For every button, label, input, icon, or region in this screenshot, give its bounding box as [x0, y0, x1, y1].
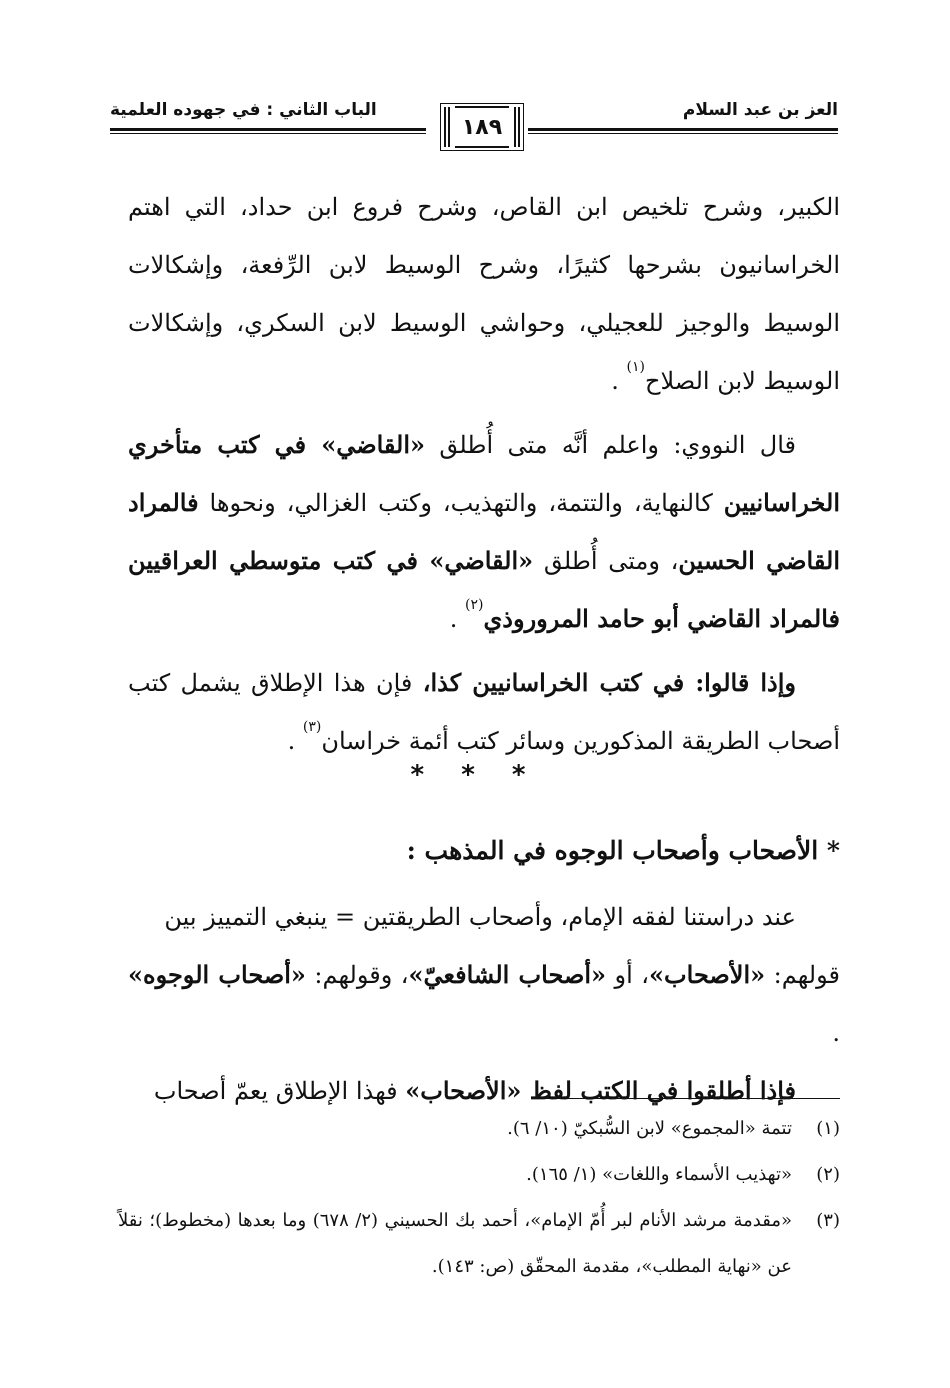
footnote-ref-2[interactable]: (٢)	[465, 597, 484, 613]
footnote-3	[118, 1198, 840, 1290]
footnote-1	[118, 1106, 840, 1152]
footnote-number: (٣)	[816, 1210, 840, 1231]
body-text-upper	[128, 178, 840, 770]
header-rule-right-thin	[528, 133, 838, 134]
footnote-ref-3[interactable]: (٣)	[302, 719, 322, 735]
footnote-separator	[536, 1098, 840, 1099]
header-rule-left-thin	[110, 133, 426, 134]
footnote-text: تتمة «المجموع» لابن السُّبكيّ (١٠/ ٦).	[507, 1118, 792, 1139]
header-rule-right	[528, 128, 838, 131]
footnote-2	[118, 1152, 840, 1198]
footnote-text: «مقدمة مرشد الأنام لبر أُمّ الإمام»، أحمد بك الحسيني (٢/ ٦٧٨) وما بعدها (مخطوط)؛ نقلاً عن «نهاية المطلب»، مقدمة المحقّق (ص: ١٤٣).	[118, 1210, 792, 1277]
page-number-frame	[440, 103, 524, 151]
paragraph-2: قال النووي: واعلم أنَّه متى أُطلق «القاضي» في كتب متأخري الخراسانيين كالنهاية، والتتمة، والتهذيب، وكتب الغزالي، ونحوها فالمراد القاضي الحسين، ومتى أُطلق «القاضي» في كتب متوسطي العراقيين فالمراد القاضي أبو حامد المروروذي$^{(٢)}$ .	[128, 430, 840, 633]
paragraph-6: فإذا أطلقوا في الكتب لفظ «الأصحاب» فهذا الإطلاق يعمّ أصحاب	[153, 1076, 796, 1105]
footnotes	[118, 1106, 840, 1290]
footnote-ref-1[interactable]: (١)	[626, 359, 645, 375]
running-head-chapter: الباب الثاني : في جهوده العلمية	[110, 100, 377, 120]
page-number: ١٨٩	[461, 114, 503, 140]
paragraph-1: الكبير، وشرح تلخيص ابن القاص، وشرح فروع ابن حداد، التي اهتم الخراسانيون بشرحها كثيرًا، وشرح الوسيط لابن الرِّفعة، وإشكالات الوسيط والوجيز للعجيلي، وحواشي الوسيط لابن السكري، وإشكالات الوسيط لابن الصلاح$^{(١)}$ .	[128, 193, 840, 395]
header-rule-left	[110, 128, 426, 131]
section-heading: * الأصحاب وأصحاب الوجوه في المذهب :	[406, 836, 840, 865]
paragraph-3: وإذا قالوا: في كتب الخراسانيين كذا، فإن هذا الإطلاق يشمل كتب أصحاب الطريقة المذكورين وسائر كتب أئمة خراسان$^{(٣)}$ .	[128, 668, 840, 755]
footnote-number: (١)	[816, 1118, 840, 1139]
paragraph-5: قولهم: «الأصحاب»، أو «أصحاب الشافعيّ»، وقولهم: «أصحاب الوجوه» .	[128, 960, 840, 1047]
body-text-lower	[128, 888, 840, 1120]
footnote-text: «تهذيب الأسماء واللغات» (١/ ١٦٥).	[526, 1164, 792, 1185]
running-head-author: العز بن عبد السلام	[682, 100, 838, 120]
footnote-number: (٢)	[816, 1164, 840, 1185]
section-separator: * * *	[410, 760, 540, 790]
paragraph-4: عند دراستنا لفقه الإمام، وأصحاب الطريقتين = ينبغي التمييز بين	[164, 903, 796, 931]
